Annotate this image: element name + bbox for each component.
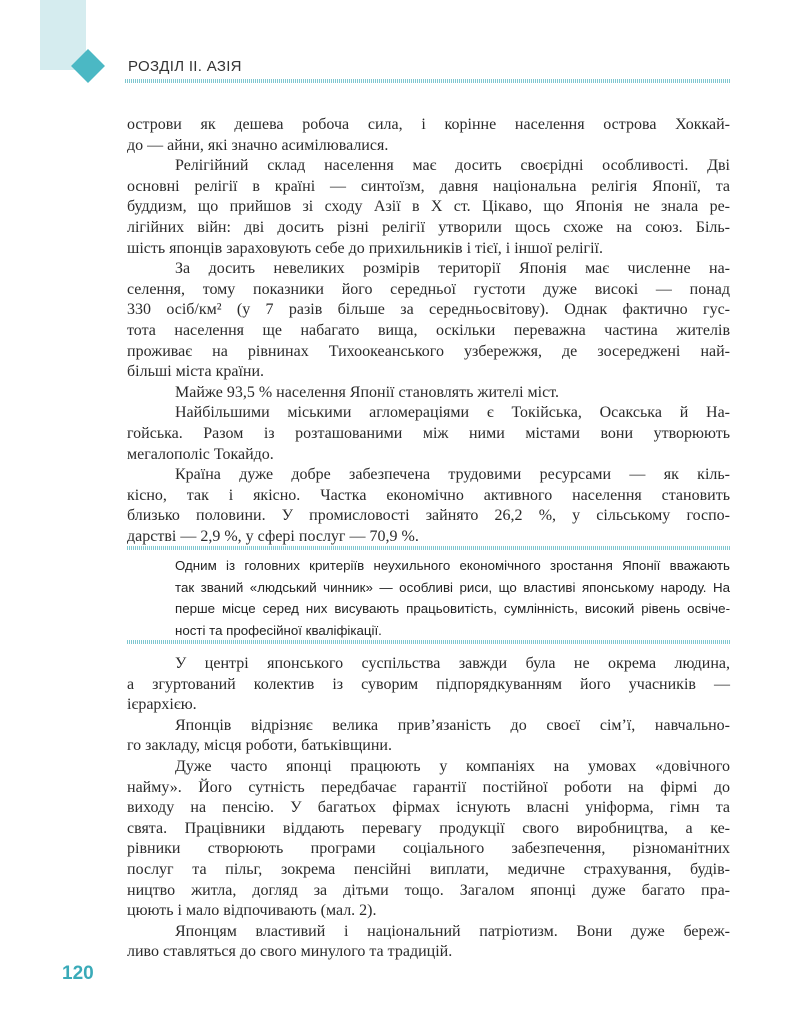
text-line: до — айни, які значно асимілювалися. [127,136,389,154]
paragraph [127,156,730,259]
text-line: У центрі японського суспільства завжди була не окрема людина, [175,655,730,672]
text-line: буддизм, що прийшов зі сходу Азії в X ст. Цікаво, що Японія не знала ре- [127,198,730,216]
text-line: ливо ставляться до свого минулого та традицій. [127,943,453,961]
callout-top-divider [127,546,730,550]
text-line: острови як дешева робоча сила, і корінне населення острова Хоккай- [127,116,730,133]
text-line: кісно, так і якісно. Частка економічно активного населення становить [127,486,730,504]
text-line: близько половини. У промисловості зайнято 26,2 %, у сільському госпо- [127,507,730,525]
text-line: селення, тому показники його середньої густоти дуже високі — понад [127,280,730,298]
paragraph [127,115,730,156]
body-text-top [127,115,730,547]
text-line: свята. Працівники віддають перевагу продукції свого виробництва, а ке- [127,819,730,837]
text-line: ієрархією. [127,696,197,714]
text-line: Релігійний склад населення має досить своєрідні особливості. Дві [175,157,730,175]
header-divider [125,79,730,83]
callout-line: перше місце серед них висувають працьовитість, сумлінність, високий рівень освіче- [175,601,730,616]
callout-line: Одним із головних критеріїв неухильного економічного зростання Японії вважають [175,558,730,573]
callout-line: ності та професійної кваліфікації. [175,622,382,638]
text-line: а згуртований колектив із суворим підпорядкуванням його учасників — [127,675,730,693]
text-line: лігійних війн: дві досить різні релігії утворили щось схоже на союз. Біль- [127,218,730,236]
text-line: За досить невеликих розмірів території Японія має численне на- [175,260,730,278]
page-number: 120 [62,963,94,984]
text-line: мегалополіс Токайдо. [127,445,274,463]
body-text-bottom [127,654,730,963]
paragraph [127,654,730,716]
text-line: тота населення ще набагато вища, оскільки переважна частина жителів [127,321,730,339]
text-line: Японцям властивий і національний патріотизм. Вони дуже береж- [175,922,730,940]
text-line: Дуже часто японці працюють у компаніях на умовах «довічного [175,757,730,775]
text-line: проживає на рівнинах Тихоокеанського узбережжя, де зосереджені най- [127,342,730,360]
text-line: більші міста країни. [127,363,265,381]
paragraph [127,383,730,404]
text-line: го закладу, місця роботи, батьківщини. [127,737,392,755]
text-line: шість японців зараховують себе до прихильників і тієї, і іншої релігії. [127,239,603,257]
section-title: РОЗДІЛ II. АЗІЯ [128,58,242,75]
text-line: виходу на пенсію. У багатьох фірмах існують власні уніформа, гімн та [127,799,730,817]
paragraph [127,465,730,547]
text-line: Майже 93,5 % населення Японії становлять жителі міст. [175,383,560,401]
text-line: Японців відрізняє велика прив’язаність до своєї сім’ї, навчально- [175,716,730,734]
text-line: ництво житла, догляд за дітьми тощо. Загалом японці дуже багато пра- [127,881,730,899]
text-line: Найбільшими міськими агломераціями є Токійська, Осакська й На- [175,404,730,422]
text-line: 330 осіб/км² (у 7 разів більше за середньосвітову). Однак фактично гус- [127,301,730,319]
callout-line: так званий «людський чинник» — особливі риси, що властиві японському народу. На [175,579,730,595]
text-line: дарстві — 2,9 %, у сфері послуг — 70,9 %. [127,527,419,545]
text-line: гойська. Разом із розташованими між ними містами вони утворюють [127,424,730,442]
paragraph [127,922,730,963]
callout-bottom-divider [127,640,730,644]
paragraph [127,259,730,383]
text-line: рівники створюють програми соціального забезпечення, різноманітних [127,840,730,858]
paragraph [127,716,730,757]
text-line: цюють і мало відпочивають (мал. 2). [127,902,377,920]
text-line: послуг та пільг, зокрема пенсійні виплати, медичне страхування, будів- [127,860,730,878]
callout-box [175,555,730,641]
text-line: Країна дуже добре забезпечена трудовими ресурсами — як кіль- [175,466,730,484]
paragraph [127,757,730,922]
text-line: найму». Його сутність передбачає гарантії постійної роботи на фірмі до [127,778,730,796]
text-line: основні релігії в країні — синтоїзм, давня національна релігія Японії, та [127,177,730,195]
paragraph [127,403,730,465]
